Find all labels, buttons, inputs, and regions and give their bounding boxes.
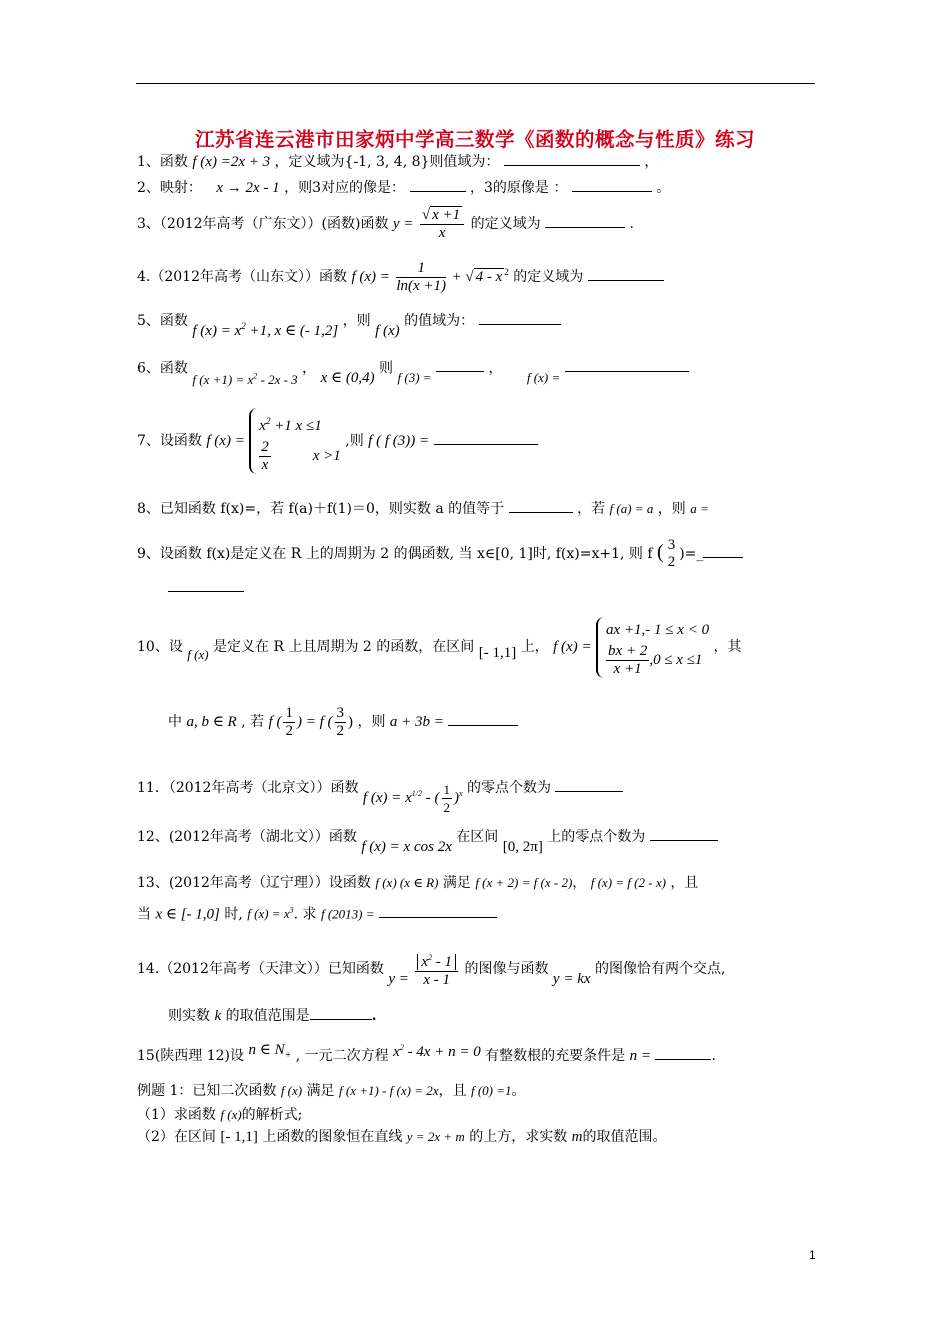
q11-label: 11．（2012年高考（北京文））函数 — [137, 780, 359, 796]
question-13-cont: 当 x ∈ [- 1,0] 时, f $(x) = x^3$. 求 f (2013) = — [137, 902, 497, 923]
question-12 — [137, 824, 718, 855]
q1-text: ，定义域为{-1, 3, 4, 8}则值域为： — [274, 154, 500, 170]
q6-domain: x ∈ (0,4) — [320, 370, 375, 387]
q7-cases: $x^2 +1$ x ≤1 $\frac{2}{x}$ x >1 — [249, 408, 341, 474]
question-2 — [137, 178, 670, 197]
q4-label: 4.（2012年高考（山东文））函数 — [137, 269, 347, 285]
q5-fx: f (x) — [375, 323, 400, 339]
q6-formula: f $(x +1) = x^2 - 2x - 3$ — [192, 372, 298, 388]
q2-label: 2、映射： — [137, 180, 202, 196]
answer-blank — [565, 358, 689, 372]
question-4: 4.（2012年高考（山东文））函数 f (x) = $\frac{1}{\ln(x +1)}$ + √ 4 - x $^2$ 的定义域为 — [137, 254, 664, 295]
q5-formula: f $(x) = x^2 +1$, x ∈ (- 1,2] — [192, 321, 339, 339]
question-7 — [137, 408, 538, 474]
q15-equation: $x^2 - 4x + n = 0$ — [393, 1043, 481, 1060]
q6-f3: f (3) = — [397, 370, 432, 386]
q7-ff: f ( f (3)) = — [368, 433, 430, 449]
q14-k: k — [214, 1008, 222, 1024]
q14-fraction: $\frac{x^2 - 1}{x - 1}$ — [415, 949, 458, 989]
q6-punct: ， — [302, 360, 317, 377]
q10-ab: a, b ∈ R — [186, 714, 237, 730]
page-title: 江苏省连云港市田家炳中学高三数学《函数的概念与性质》练习 — [194, 128, 755, 151]
example-1-interval: [- 1,1] — [220, 1129, 258, 1145]
question-11 — [137, 762, 623, 816]
q14-y2: y = kx — [552, 971, 591, 987]
example-1-part-1: （1）求函数 f (x)的解析式; — [137, 1107, 303, 1123]
q15-n-eq: n = — [629, 1048, 651, 1064]
header-rule — [136, 83, 815, 84]
page-number: 1 — [809, 1248, 816, 1262]
q12-formula: f (x) = x cos 2x — [361, 839, 452, 855]
q14-text-2: 的图像恰有两个交点, — [594, 961, 726, 977]
q4-f: f (x) = — [351, 269, 390, 285]
q7-label: 7、设函数 — [137, 433, 202, 449]
q10-text: 是定义在 R 上且周期为 2 的函数，在区间 — [213, 639, 475, 655]
q13-fx: f $(x) = x^3$ — [247, 906, 294, 922]
answer-blank — [448, 712, 518, 726]
q2-text-2: ，3的原像是 ： — [469, 180, 568, 196]
q15-n: n ∈ $N_+$ — [248, 1042, 292, 1061]
answer-blank — [479, 311, 561, 325]
question-10-cont: 中 a, b ∈ R , 若 f ( $\frac{1}{2}$ ) = f ( $\frac{3}{2}$ ) ，则 a + 3b = — [168, 704, 518, 740]
answer-blank — [555, 778, 623, 792]
q8-fa: f (a) = a — [609, 501, 654, 516]
q6-label: 6、函数 — [137, 360, 188, 377]
q10-text-3: ，其 — [713, 639, 742, 655]
q4-fraction: $\frac{1}{\ln(x +1)}$ — [396, 259, 447, 294]
answer-blank — [545, 214, 625, 228]
q13-f: f (x) (x ∈ R) — [375, 875, 439, 890]
q13-cond-1: f (x + 2) = f (x - 2) — [475, 875, 573, 890]
q12-label: 12、(2012年高考（湖北文））函数 — [137, 829, 357, 845]
q1-label: 1、函数 — [137, 154, 188, 170]
q5-text: ，则 — [342, 313, 371, 329]
q2-formula: x → 2x - 1 — [216, 180, 280, 196]
q12-text-2: 上的零点个数为 — [547, 829, 646, 845]
q3-y: y = — [392, 216, 414, 232]
q12-text: 在区间 — [456, 829, 499, 845]
question-10 — [137, 610, 742, 684]
q10-label: 10、设 — [137, 639, 183, 655]
q15-label: 15(陕西理 12)设 — [137, 1048, 245, 1064]
q9-text-2: )=_ — [679, 546, 704, 562]
question-6 — [137, 352, 689, 388]
example-1-part-2: （2）在区间 [- 1,1] 上函数的图象恒在直线 y = 2x + m 的上方，求实数 m的取值范围。 — [137, 1129, 667, 1145]
q10-text-2: 上， — [520, 639, 549, 655]
example-1: 例题 1：已知二次函数 f (x) 满足 f (x +1) - f (x) = 2x，且 f (0) =1。 — [137, 1083, 526, 1099]
q4-text: 的定义域为 — [513, 269, 584, 285]
q12-interval: [0, 2π] — [502, 839, 543, 855]
q3-fraction: $\frac{√ x +1}{x}$ — [420, 207, 464, 242]
q2-punct: 。 — [656, 180, 671, 196]
q13-label: 13、(2012年高考（辽宁理））设函数 — [137, 875, 371, 891]
q14-label: 14.（2012年高考（天津文））已知函数 — [137, 961, 384, 977]
q4-root: 4 - x — [475, 269, 503, 285]
example-1-label: 例题 1：已知二次函数 — [137, 1083, 277, 1099]
answer-blank — [379, 904, 497, 918]
answer-blank — [588, 267, 664, 281]
question-15: 15(陕西理 12)设 n ∈ $N_+$ , 一元二次方程 $x^2 - 4x + n = 0$ 有整数根的充要条件是 n = . — [137, 1042, 716, 1064]
question-3 — [137, 206, 634, 242]
q3-punct: . — [629, 216, 634, 232]
answer-blank — [703, 544, 743, 558]
q10-cases: ax +1,- 1 ≤ x < 0 $\frac{bx + 2}{x +1}$ ,0 ≤ x ≤1 — [596, 617, 709, 678]
q9-fraction: 3 2 — [667, 537, 676, 570]
example-1-cond-1: f (x +1) - f (x) = 2x — [339, 1083, 439, 1098]
q10-fx: f (x) — [187, 647, 209, 662]
question-14 — [137, 944, 725, 994]
q14-y: y = — [388, 971, 409, 987]
answer-blank — [572, 178, 652, 192]
q9-text: 9、设函数 f(x)是定义在 R 上的周期为 2 的偶函数, 当 x∈[0, 1]时, f(x)=x+1, 则 f — [137, 546, 653, 562]
q7-text: ,则 — [345, 433, 364, 449]
question-9-blank-line — [168, 578, 244, 597]
q10-expr: a + 3b = — [389, 714, 444, 730]
question-14-cont: 则实数 k 的取值范围是 . — [168, 1008, 377, 1024]
example-1-cond-2: f (0) =1 — [470, 1083, 512, 1098]
q14-text: 的图像与函数 — [464, 961, 549, 977]
answer-blank — [436, 358, 484, 372]
q8-a: a = — [690, 501, 709, 516]
q6-text: 则 — [379, 360, 394, 377]
answer-blank — [509, 499, 573, 513]
answer-blank — [434, 431, 538, 445]
answer-blank — [310, 1006, 372, 1020]
q6-fx: f (x) = — [526, 370, 561, 386]
q7-f: f (x) = — [206, 433, 245, 449]
question-5 — [137, 303, 561, 339]
q5-text-2: 的值域为： — [404, 313, 475, 329]
answer-blank — [650, 827, 718, 841]
q13-f2013: f (2013) = — [320, 906, 375, 922]
q10-interval: [- 1,1] — [478, 645, 517, 661]
q3-label: 3、（2012年高考（广东文））(函数)函数 — [137, 216, 389, 232]
question-8 — [137, 499, 709, 518]
answer-blank — [410, 178, 466, 192]
q3-text: 的定义域为 — [470, 216, 541, 232]
question-1 — [137, 152, 658, 171]
q11-text: 的零点个数为 — [467, 780, 552, 796]
q1-punct: ， — [644, 154, 659, 170]
q11-formula: f $(x) = x^{1/2}$ - ( $\frac{1}{2}$ )$^x$ — [362, 782, 463, 816]
answer-blank — [504, 152, 640, 166]
q2-text: ，则3对应的像是： — [284, 180, 406, 196]
q5-label: 5、函数 — [137, 313, 188, 329]
q10-f: f (x) = — [553, 639, 592, 655]
q6-punct-2: ， — [488, 360, 503, 377]
question-13: 13、(2012年高考（辽宁理））设函数 f (x) (x ∈ R) 满足 f (x + 2) = f (x - 2)， f (x) = f (2 - x) ，且 — [137, 875, 699, 891]
answer-blank — [655, 1046, 711, 1060]
q13-cond-2: f (x) = f (2 - x) — [590, 875, 666, 890]
question-9: 9、设函数 f(x)是定义在 R 上的周期为 2 的偶函数, 当 x∈[0, 1]时, f(x)=x+1, 则 f ( 3 2 )=_ — [137, 534, 743, 572]
q8-text-3: ，则 — [657, 501, 686, 517]
answer-blank — [168, 578, 244, 592]
q8-text: 8、已知函数 f(x)=，若 f(a)＋f(1)＝0，则实数 a 的值等于 — [137, 501, 505, 517]
q8-text-2: ，若 — [577, 501, 606, 517]
example-1-line: y = 2x + m — [406, 1129, 465, 1144]
q1-formula: f (x) =2x + 3 — [192, 154, 271, 170]
q13-domain: x ∈ [- 1,0] — [155, 906, 220, 923]
